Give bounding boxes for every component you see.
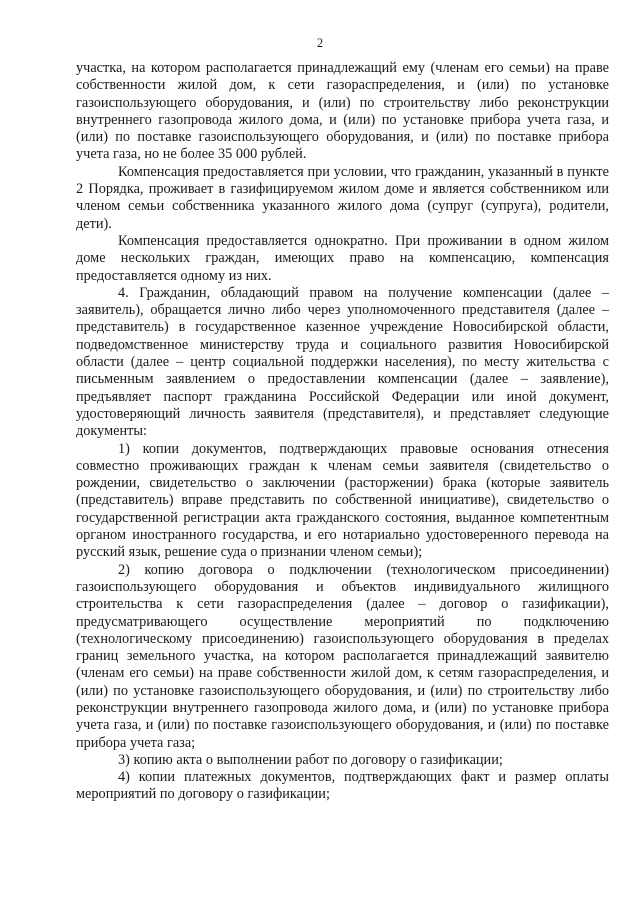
document-body <box>76 60 609 804</box>
list-item-1: 1) копии документов, подтверждающих правовые основания отнесения совместно проживающих граждан к членам семьи заявителя (свидетельство о рождении, свидетельство о заключении (расторжении) брака (которые заявитель (представитель) вправе представить по собственной инициативе), свидетельство о государственной регистрации акта гражданского состояния, выданное компетентным органом иностранного государства, и его нотариально удостоверенного перевода на русский язык, решение суда о признании членом семьи); <box>76 440 609 561</box>
paragraph-continuation: участка, на котором располагается принадлежащий ему (членам его семьи) на праве собственности жилой дом, к сети газораспределения, и (или) по установке газоиспользующего оборудования, и (или) по строительству либо реконструкции внутреннего газопровода жилого дома, и (или) по установке прибора учета газа, и (или) по поставке газоиспользующего оборудования, и (или) по поставке прибора учета газа, но не более 35 000 рублей. <box>76 60 609 163</box>
list-item-3: 3) копию акта о выполнении работ по договору о газификации; <box>118 751 503 768</box>
paragraph-condition: Компенсация предоставляется при условии, что гражданин, указанный в пункте 2 Порядка, проживает в газифицируемом жилом доме и является собственником или членом семьи собственника указанного жилого дома (супруг (супруга), родители, дети). <box>76 163 609 232</box>
list-item-2: 2) копию договора о подключении (технологическом присоединении) газоиспользующего оборудования и объектов индивидуального жилищного строительства к сети газораспределения (далее – договор о газификации), предусматривающего осуществление мероприятий по подключению (технологическому присоединению) газоиспользующего оборудования в пределах границ земельного участка, на котором располагается принадлежащий заявителю (членам его семьи) на праве собственности жилой дом, к сетям газораспределения, и (или) по установке газоиспользующего оборудования, и (или) по строительству либо реконструкции внутреннего газопровода жилого дома, и (или) по установке прибора учета газа, и (или) по поставке газоиспользующего оборудования, и (или) по поставке прибора учета газа; <box>76 561 609 751</box>
page-number: 2 <box>316 36 324 50</box>
paragraph-item-4: 4. Гражданин, обладающий правом на получение компенсации (далее – заявитель), обращается лично либо через уполномоченного представителя (далее – представитель) в государственное казенное учреждение Новосибирской области, подведомственное министерству труда и социального развития Новосибирской области (далее – центр социальной поддержки населения), по месту жительства с письменным заявлением о предоставлении компенсации (далее – заявление), предъявляет паспорт гражданина Российской Федерации или иной документ, удостоверяющий личность заявителя (представителя), и представляет следующие документы: <box>76 284 609 440</box>
paragraph-once: Компенсация предоставляется однократно. При проживании в одном жилом доме нескольких граждан, имеющих право на компенсацию, компенсация предоставляется одному из них. <box>76 232 609 284</box>
list-item-4: 4) копии платежных документов, подтверждающих факт и размер оплаты мероприятий по договору о газификации; <box>76 769 609 803</box>
